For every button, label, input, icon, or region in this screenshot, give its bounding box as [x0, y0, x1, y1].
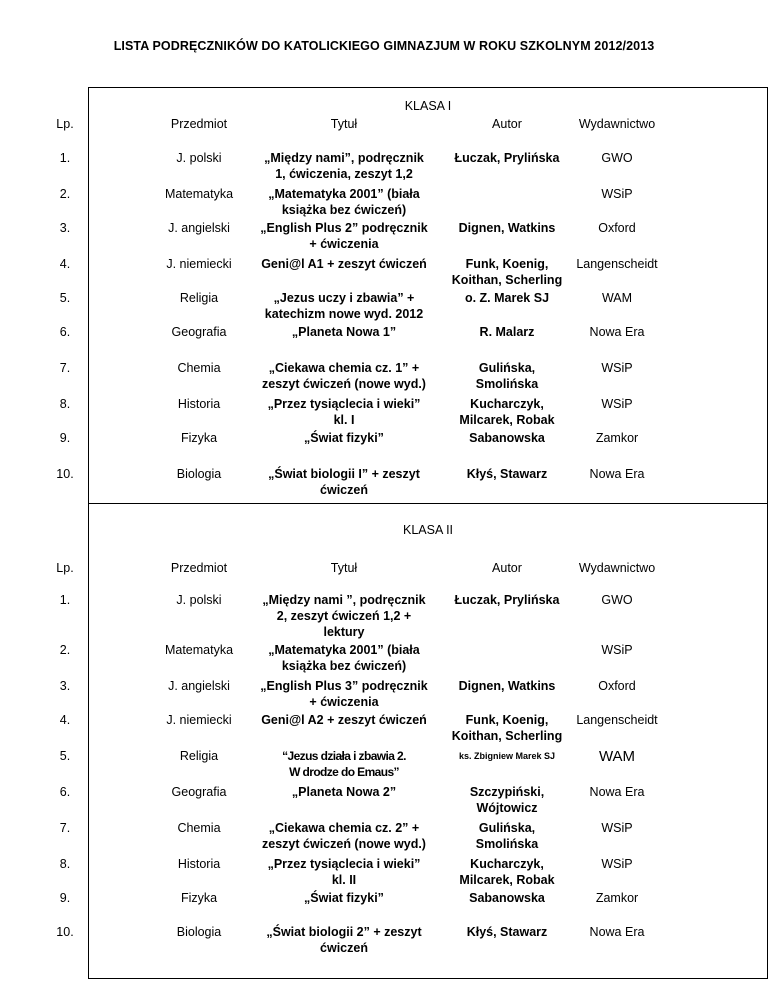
- klasa1-label: KLASA I: [404, 99, 452, 113]
- row-title: zeszyt ćwiczeń (nowe wyd.): [262, 837, 426, 851]
- row-title: + ćwiczenia: [309, 237, 379, 251]
- row-author: Koithan, Scherling: [451, 273, 563, 287]
- document-title: LISTA PODRĘCZNIKÓW DO KATOLICKIEGO GIMNAZJUM W ROKU SZKOLNYM 2012/2013: [113, 39, 655, 53]
- row-subject: Chemia: [177, 821, 221, 835]
- header-author: Autor: [492, 561, 522, 575]
- row-subject: Geografia: [171, 325, 227, 339]
- row-publisher: WSiP: [601, 361, 633, 375]
- row-title: kl. I: [333, 413, 355, 427]
- header-title: Tytuł: [330, 117, 358, 131]
- row-subject: J. angielski: [168, 221, 230, 235]
- row-author: Wójtowicz: [476, 801, 538, 815]
- row-number: 10.: [56, 467, 74, 481]
- row-number: 8.: [59, 857, 71, 871]
- row-author: Kucharczyk,: [470, 397, 544, 411]
- header-publisher: Wydawnictwo: [578, 117, 656, 131]
- row-subject: Religia: [179, 749, 219, 763]
- row-title: 1, ćwiczenia, zeszyt 1,2: [275, 167, 413, 181]
- row-publisher: Oxford: [598, 679, 636, 693]
- row-publisher: WSiP: [601, 857, 633, 871]
- row-publisher: Langenscheidt: [576, 713, 658, 727]
- row-publisher: WSiP: [601, 187, 633, 201]
- row-author: Kucharczyk,: [470, 857, 544, 871]
- row-author: R. Malarz: [479, 325, 535, 339]
- row-author: Szczypiński,: [469, 785, 545, 799]
- row-number: 5.: [59, 749, 71, 763]
- row-author: Gulińska,: [478, 361, 536, 375]
- row-number: 2.: [59, 187, 71, 201]
- row-title: „Ciekawa chemia cz. 2” +: [268, 821, 420, 835]
- row-subject: Fizyka: [180, 431, 218, 445]
- row-title: „Matematyka 2001” (biała: [268, 187, 420, 201]
- row-title: ćwiczeń: [320, 941, 368, 955]
- row-title: 2, zeszyt ćwiczeń 1,2 +: [276, 609, 412, 623]
- header-title: Tytuł: [330, 561, 358, 575]
- row-title: „Między nami”, podręcznik: [264, 151, 424, 165]
- row-subject: J. polski: [176, 151, 222, 165]
- row-title: Geni@l A2 + zeszyt ćwiczeń: [261, 713, 427, 727]
- row-title: katechizm nowe wyd. 2012: [264, 307, 424, 321]
- row-title: „Świat biologii 2” + zeszyt: [266, 925, 422, 939]
- row-number: 4.: [59, 257, 71, 271]
- row-publisher: GWO: [601, 151, 633, 165]
- row-number: 6.: [59, 325, 71, 339]
- row-number: 5.: [59, 291, 71, 305]
- row-author: Gulińska,: [478, 821, 536, 835]
- row-author: Sabanowska: [469, 891, 545, 905]
- row-title: „Między nami ”, podręcznik: [262, 593, 426, 607]
- row-title: kl. II: [331, 873, 357, 887]
- row-author: Milcarek, Robak: [459, 873, 555, 887]
- row-number: 10.: [56, 925, 74, 939]
- row-author: Funk, Koenig,: [465, 713, 549, 727]
- row-title: „Planeta Nowa 2”: [291, 785, 397, 799]
- row-number: 3.: [59, 221, 71, 235]
- row-author: Sabanowska: [469, 431, 545, 445]
- row-publisher: Nowa Era: [589, 467, 645, 481]
- row-number: 8.: [59, 397, 71, 411]
- row-subject: Matematyka: [164, 643, 234, 657]
- row-publisher: WAM: [601, 291, 633, 305]
- row-author: Koithan, Scherling: [451, 729, 563, 743]
- row-publisher: WSiP: [601, 643, 633, 657]
- row-title: lektury: [323, 625, 365, 639]
- klasa2-label: KLASA II: [402, 523, 454, 537]
- row-author: Smolińska: [475, 837, 539, 851]
- row-publisher: Nowa Era: [589, 925, 645, 939]
- row-author: Łuczak, Prylińska: [454, 593, 560, 607]
- row-author: Kłyś, Stawarz: [466, 467, 548, 481]
- row-title: Geni@l A1 + zeszyt ćwiczeń: [261, 257, 427, 271]
- row-publisher: Nowa Era: [589, 785, 645, 799]
- row-publisher: Nowa Era: [589, 325, 645, 339]
- row-title: „Planeta Nowa 1”: [291, 325, 397, 339]
- row-author: Smolińska: [475, 377, 539, 391]
- row-author: Łuczak, Prylińska: [454, 151, 560, 165]
- row-title: „Przez tysiąclecia i wieki”: [267, 397, 421, 411]
- header-subject: Przedmiot: [170, 117, 228, 131]
- row-subject: Fizyka: [180, 891, 218, 905]
- row-title: książka bez ćwiczeń): [281, 203, 407, 217]
- row-title: „Matematyka 2001” (biała: [268, 643, 420, 657]
- row-subject: Biologia: [176, 467, 222, 481]
- row-publisher: GWO: [601, 593, 633, 607]
- row-author: Funk, Koenig,: [465, 257, 549, 271]
- row-publisher: WSiP: [601, 821, 633, 835]
- row-publisher: WSiP: [601, 397, 633, 411]
- row-subject: J. angielski: [168, 679, 230, 693]
- row-number: 9.: [59, 891, 71, 905]
- row-publisher: Zamkor: [595, 431, 639, 445]
- row-title: W drodze do Emaus”: [289, 765, 399, 779]
- row-subject: J. niemiecki: [166, 257, 232, 271]
- row-number: 2.: [59, 643, 71, 657]
- row-subject: J. polski: [176, 593, 222, 607]
- row-number: 1.: [59, 151, 71, 165]
- row-subject: Geografia: [171, 785, 227, 799]
- row-subject: J. niemiecki: [166, 713, 232, 727]
- row-title: + ćwiczenia: [309, 695, 379, 709]
- row-title: ćwiczeń: [320, 483, 368, 497]
- header-subject: Przedmiot: [170, 561, 228, 575]
- row-author: Milcarek, Robak: [459, 413, 555, 427]
- row-title: „English Plus 3” podręcznik: [260, 679, 428, 693]
- row-title: „Ciekawa chemia cz. 1” +: [268, 361, 420, 375]
- row-number: 6.: [59, 785, 71, 799]
- row-number: 7.: [59, 821, 71, 835]
- row-author: o. Z. Marek SJ: [464, 291, 550, 305]
- row-title: „Przez tysiąclecia i wieki”: [267, 857, 421, 871]
- row-publisher: Zamkor: [595, 891, 639, 905]
- header-lp: Lp.: [56, 117, 74, 131]
- row-title: książka bez ćwiczeń): [281, 659, 407, 673]
- table-border-bottom: [88, 978, 768, 979]
- row-subject: Historia: [177, 857, 221, 871]
- row-number: 7.: [59, 361, 71, 375]
- row-title: „Świat biologii I” + zeszyt: [268, 467, 420, 481]
- row-publisher: Langenscheidt: [576, 257, 658, 271]
- row-author: Kłyś, Stawarz: [466, 925, 548, 939]
- row-title: „Świat fizyki”: [304, 891, 384, 905]
- row-subject: Historia: [177, 397, 221, 411]
- row-title: “Jezus działa i zbawia 2.: [282, 749, 406, 763]
- row-title: „Świat fizyki”: [304, 431, 384, 445]
- row-number: 4.: [59, 713, 71, 727]
- row-subject: Chemia: [177, 361, 221, 375]
- row-title: „Jezus uczy i zbawia” +: [273, 291, 415, 305]
- row-author: ks. Zbigniew Marek SJ: [458, 751, 556, 761]
- section-divider: [88, 503, 768, 504]
- row-subject: Matematyka: [164, 187, 234, 201]
- row-subject: Religia: [179, 291, 219, 305]
- row-author: Dignen, Watkins: [458, 679, 556, 693]
- row-number: 1.: [59, 593, 71, 607]
- row-number: 9.: [59, 431, 71, 445]
- row-subject: Biologia: [176, 925, 222, 939]
- header-publisher: Wydawnictwo: [578, 561, 656, 575]
- table-border-top: [88, 87, 768, 88]
- row-title: „English Plus 2” podręcznik: [260, 221, 428, 235]
- row-number: 3.: [59, 679, 71, 693]
- header-author: Autor: [492, 117, 522, 131]
- header-lp: Lp.: [56, 561, 74, 575]
- row-title: zeszyt ćwiczeń (nowe wyd.): [262, 377, 426, 391]
- row-author: Dignen, Watkins: [458, 221, 556, 235]
- row-publisher: WAM: [598, 748, 636, 765]
- row-publisher: Oxford: [598, 221, 636, 235]
